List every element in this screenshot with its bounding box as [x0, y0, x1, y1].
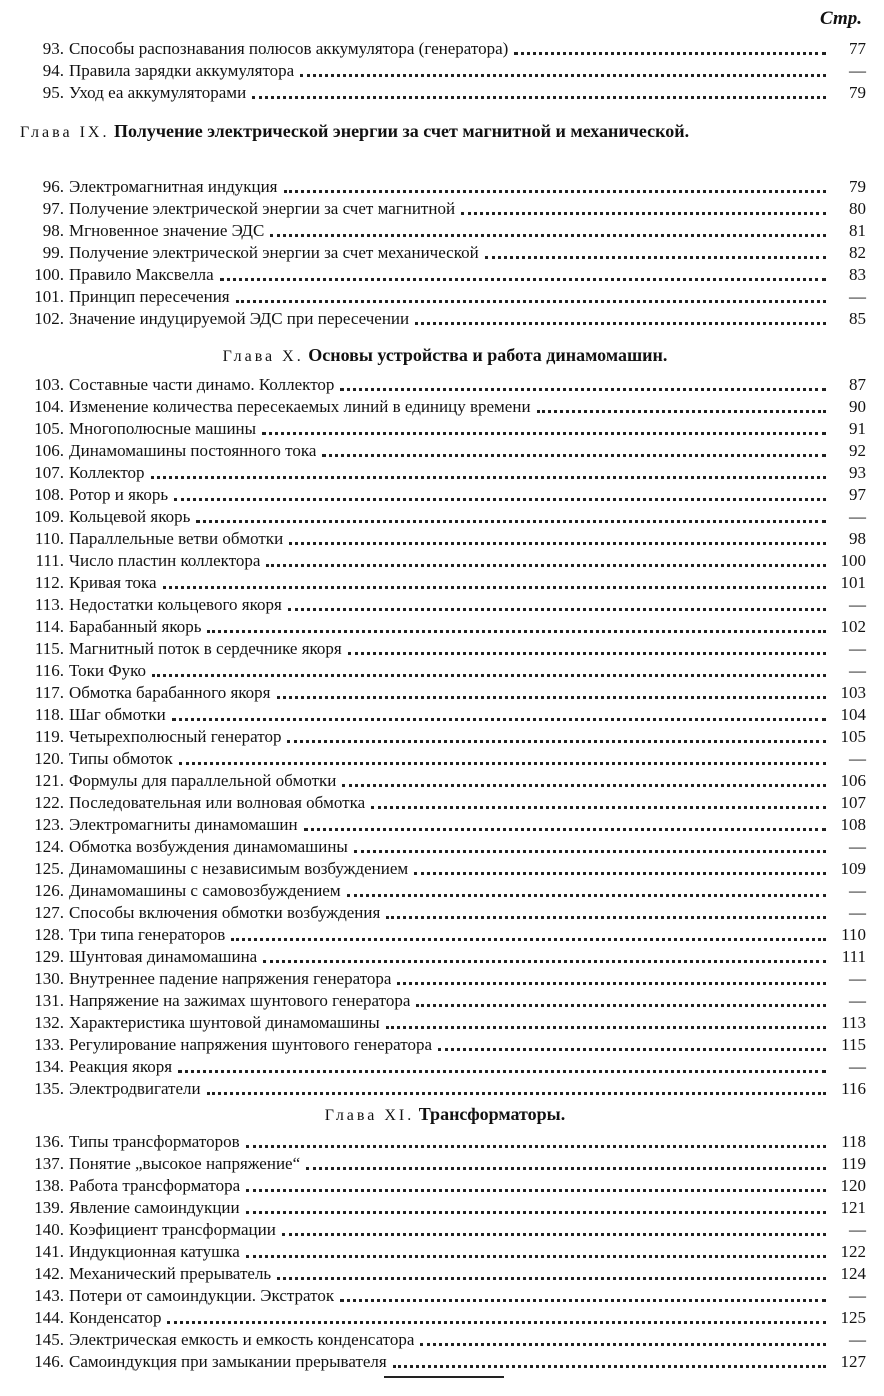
toc-entry [10, 902, 866, 924]
toc-entry [10, 726, 866, 748]
toc-entry [10, 858, 866, 880]
entry-title: Регулирование напряжения шунтового генератора [69, 1035, 432, 1054]
entry-number: 108. [34, 485, 64, 504]
dot-leader [163, 586, 826, 589]
entry-page: 90 [849, 397, 866, 416]
dot-leader [287, 740, 826, 743]
entry-number: 141. [34, 1242, 64, 1261]
toc-entry [10, 572, 866, 594]
entry-title: Самоиндукция при замыкании прерывателя [69, 1352, 387, 1371]
toc-entry [10, 1307, 866, 1329]
entry-title: Коэфициент трансформации [69, 1220, 276, 1239]
dot-leader [306, 1167, 826, 1170]
entry-title: Явление самоиндукции [69, 1198, 240, 1217]
entry-number: 105. [34, 419, 64, 438]
toc-entry [10, 682, 866, 704]
entry-number: 111. [35, 551, 64, 570]
chapter-title: Основы устройства и работа динамомашин. [308, 345, 668, 365]
dot-leader [152, 674, 826, 677]
dot-leader [415, 322, 826, 325]
entry-number: 93. [42, 39, 64, 58]
dot-leader [262, 432, 826, 435]
dot-leader [304, 828, 826, 831]
dot-leader [246, 1255, 826, 1258]
entry-page: 127 [840, 1352, 866, 1371]
entry-title: Барабанный якорь [69, 617, 202, 636]
toc-entry [10, 462, 866, 484]
chapter-title: Трансформаторы. [418, 1104, 566, 1124]
toc-entry [10, 60, 866, 82]
entry-number: 144. [34, 1308, 64, 1327]
entry-title: Характеристика шунтовой динамомашины [69, 1013, 380, 1032]
toc-entry [10, 82, 866, 104]
entry-title: Получение электрической энергии за счет магнитной [69, 199, 456, 218]
dot-leader [289, 542, 826, 545]
entry-page: 125 [840, 1308, 866, 1327]
entry-page: 100 [840, 551, 866, 570]
entry-number: 116. [34, 661, 64, 680]
entry-title: Внутреннее падение напряжения генератора [69, 969, 392, 988]
dot-leader [288, 608, 826, 611]
toc-entry [10, 374, 866, 396]
entry-number: 118. [34, 705, 64, 724]
entry-number: 114. [34, 617, 64, 636]
entry-number: 129. [34, 947, 64, 966]
entry-title: Магнитный поток в сердечнике якоря [69, 639, 342, 658]
toc-entry [10, 1034, 866, 1056]
entry-title: Потери от самоиндукции. Экстраток [69, 1286, 335, 1305]
entry-page: 77 [849, 39, 866, 58]
toc-entry [10, 528, 866, 550]
entry-title: Электрическая емкость и емкость конденсатора [69, 1330, 415, 1349]
entry-page: — [849, 1057, 866, 1076]
toc-entry [10, 594, 866, 616]
dot-leader [270, 234, 826, 237]
entry-title: Кольцевой якорь [69, 507, 191, 526]
entry-title: Ротор и якорь [69, 485, 169, 504]
toc-entry [10, 286, 866, 308]
entry-title: Понятие „высокое напряжение“ [69, 1154, 301, 1173]
dot-leader [371, 806, 826, 809]
entry-number: 102. [34, 309, 64, 328]
entry-number: 97. [42, 199, 64, 218]
entry-title: Уход еа аккумуляторами [69, 83, 247, 102]
entry-number: 130. [34, 969, 64, 988]
entry-page: — [849, 61, 866, 80]
entry-title: Обмотка возбуждения динамомашины [69, 837, 348, 856]
entry-page: 92 [849, 441, 866, 460]
entry-page: 83 [849, 265, 866, 284]
dot-leader [179, 762, 826, 765]
entry-title: Последовательная или волновая обмотка [69, 793, 366, 812]
toc-entry [10, 220, 866, 242]
entry-title: Четырехполюсный генератор [69, 727, 282, 746]
entry-number: 98. [42, 221, 64, 240]
toc-entry [10, 1241, 866, 1263]
entry-title: Типы трансформаторов [69, 1132, 240, 1151]
entry-page: — [849, 1286, 866, 1305]
dot-leader [284, 190, 827, 193]
entry-number: 143. [34, 1286, 64, 1305]
entry-number: 96. [42, 177, 64, 196]
entry-title: Динамомашины с самовозбуждением [69, 881, 341, 900]
entry-page: 79 [849, 177, 866, 196]
chapter-label: Глава XI. [324, 1107, 415, 1124]
entry-title: Электромагнитная индукция [69, 177, 278, 196]
entry-number: 123. [34, 815, 64, 834]
entry-page: — [849, 881, 866, 900]
chapter-label: Глава IX. [20, 124, 110, 141]
dot-leader [207, 630, 826, 633]
dot-leader [393, 1365, 826, 1368]
entry-page: 97 [849, 485, 866, 504]
entry-page: 106 [840, 771, 866, 790]
entry-page: 116 [841, 1079, 866, 1098]
toc-block-chapter-11 [10, 1131, 866, 1373]
entry-title: Мгновенное значение ЭДС [69, 221, 265, 240]
entry-page: — [849, 969, 866, 988]
entry-page: — [849, 639, 866, 658]
dot-leader [461, 212, 826, 215]
dot-leader [174, 498, 826, 501]
entry-title: Электромагниты динамомашин [69, 815, 298, 834]
entry-page: 107 [840, 793, 866, 812]
dot-leader [537, 410, 826, 413]
entry-title: Три типа генераторов [69, 925, 226, 944]
entry-number: 94. [42, 61, 64, 80]
dot-leader [416, 1004, 826, 1007]
end-rule [384, 1376, 504, 1378]
toc-entry [10, 638, 866, 660]
dot-leader [438, 1048, 826, 1051]
entry-title: Динамомашины постоянного тока [69, 441, 317, 460]
dot-leader [282, 1233, 826, 1236]
dot-leader [236, 300, 826, 303]
entry-number: 134. [34, 1057, 64, 1076]
entry-number: 145. [34, 1330, 64, 1349]
entry-number: 127. [34, 903, 64, 922]
entry-page: 115 [841, 1035, 866, 1054]
entry-number: 95. [42, 83, 64, 102]
toc-entry [10, 1351, 866, 1373]
entry-number: 107. [34, 463, 64, 482]
entry-title: Формулы для параллельной обмотки [69, 771, 337, 790]
entry-page: 101 [840, 573, 866, 592]
entry-page: 87 [849, 375, 866, 394]
toc-entry [10, 1078, 866, 1100]
dot-leader [231, 938, 826, 941]
toc-entry [10, 1329, 866, 1351]
entry-number: 135. [34, 1079, 64, 1098]
entry-number: 101. [34, 287, 64, 306]
chapter-heading-x [30, 344, 860, 368]
entry-number: 125. [34, 859, 64, 878]
entry-page: — [849, 661, 866, 680]
toc-entry [10, 968, 866, 990]
toc-entry [10, 660, 866, 682]
entry-title: Коллектор [69, 463, 145, 482]
entry-page: 105 [840, 727, 866, 746]
entry-page: — [849, 1330, 866, 1349]
toc-entry [10, 1153, 866, 1175]
toc-entry [10, 308, 866, 330]
dot-leader [277, 696, 827, 699]
toc-entry [10, 506, 866, 528]
entry-title: Шаг обмотки [69, 705, 166, 724]
toc-entry [10, 484, 866, 506]
dot-leader [386, 916, 826, 919]
entry-page: 81 [849, 221, 866, 240]
chapter-heading-xi [30, 1103, 860, 1127]
toc-block-chapter-9 [10, 176, 866, 330]
toc-entry [10, 198, 866, 220]
entry-title: Способы включения обмотки возбуждения [69, 903, 381, 922]
entry-number: 137. [34, 1154, 64, 1173]
entry-page: 80 [849, 199, 866, 218]
dot-leader [340, 1299, 826, 1302]
dot-leader [167, 1321, 826, 1324]
entry-page: 119 [841, 1154, 866, 1173]
entry-title: Работа трансформатора [69, 1176, 241, 1195]
entry-title: Индукционная катушка [69, 1242, 240, 1261]
dot-leader [266, 564, 826, 567]
toc-entry [10, 264, 866, 286]
entry-title: Правила зарядки аккумулятора [69, 61, 295, 80]
dot-leader [252, 96, 826, 99]
entry-title: Получение электрической энергии за счет механической [69, 243, 479, 262]
entry-page: 122 [840, 1242, 866, 1261]
entry-page: — [849, 991, 866, 1010]
entry-page: 124 [840, 1264, 866, 1283]
toc-entry [10, 1197, 866, 1219]
entry-page: 113 [841, 1013, 866, 1032]
entry-number: 122. [34, 793, 64, 812]
entry-page: 91 [849, 419, 866, 438]
entry-number: 120. [34, 749, 64, 768]
entry-number: 139. [34, 1198, 64, 1217]
dot-leader [277, 1277, 826, 1280]
entry-title: Правило Максвелла [69, 265, 214, 284]
toc-entry [10, 242, 866, 264]
entry-page: 79 [849, 83, 866, 102]
dot-leader [246, 1211, 826, 1214]
toc-entry [10, 1219, 866, 1241]
dot-leader [178, 1070, 826, 1073]
entry-number: 115. [34, 639, 64, 658]
entry-number: 110. [34, 529, 64, 548]
dot-leader [220, 278, 826, 281]
toc-entry [10, 924, 866, 946]
entry-title: Недостатки кольцевого якоря [69, 595, 282, 614]
entry-page: 121 [840, 1198, 866, 1217]
entry-title: Параллельные ветви обмотки [69, 529, 284, 548]
entry-title: Кривая тока [69, 573, 157, 592]
dot-leader [420, 1343, 826, 1346]
entry-number: 140. [34, 1220, 64, 1239]
entry-page: — [849, 903, 866, 922]
toc-entry [10, 1012, 866, 1034]
entry-title: Изменение количества пересекаемых линий в единицу времени [69, 397, 531, 416]
entry-number: 104. [34, 397, 64, 416]
dot-leader [196, 520, 826, 523]
toc-entry [10, 1131, 866, 1153]
entry-title: Реакция якоря [69, 1057, 173, 1076]
entry-page: 85 [849, 309, 866, 328]
chapter-heading-ix [20, 120, 850, 144]
entry-number: 132. [34, 1013, 64, 1032]
toc-entry [10, 880, 866, 902]
entry-number: 119. [34, 727, 64, 746]
entry-title: Механический прерыватель [69, 1264, 272, 1283]
chapter-label: Глава X. [222, 348, 304, 365]
entry-number: 133. [34, 1035, 64, 1054]
dot-leader [514, 52, 826, 55]
toc-entry [10, 946, 866, 968]
toc-entry [10, 418, 866, 440]
entry-page: 111 [841, 947, 866, 966]
toc-block-chapter-10 [10, 374, 866, 1100]
dot-leader [300, 74, 826, 77]
entry-title: Шунтовая динамомашина [69, 947, 258, 966]
entry-number: 103. [34, 375, 64, 394]
entry-page: 104 [840, 705, 866, 724]
entry-title: Многополюсные машины [69, 419, 257, 438]
entry-number: 99. [42, 243, 64, 262]
dot-leader [246, 1189, 826, 1192]
dot-leader [354, 850, 826, 853]
toc-entry [10, 176, 866, 198]
entry-number: 112. [34, 573, 64, 592]
entry-number: 113. [34, 595, 64, 614]
toc-entry [10, 38, 866, 60]
toc-entry [10, 836, 866, 858]
entry-page: — [849, 749, 866, 768]
toc-entry [10, 792, 866, 814]
entry-title: Токи Фуко [69, 661, 147, 680]
entry-number: 109. [34, 507, 64, 526]
entry-page: 110 [841, 925, 866, 944]
dot-leader [342, 784, 826, 787]
entry-title: Принцип пересечения [69, 287, 230, 306]
dot-leader [263, 960, 826, 963]
entry-number: 126. [34, 881, 64, 900]
toc-entry [10, 748, 866, 770]
toc-entry [10, 704, 866, 726]
toc-entry [10, 770, 866, 792]
entry-number: 131. [34, 991, 64, 1010]
dot-leader [340, 388, 826, 391]
page-column-label: Стр. [820, 8, 862, 29]
dot-leader [397, 982, 826, 985]
entry-page: 103 [840, 683, 866, 702]
dot-leader [151, 476, 826, 479]
entry-number: 100. [34, 265, 64, 284]
entry-number: 117. [34, 683, 64, 702]
toc-block-chapter-8-tail [10, 38, 866, 104]
toc-entry [10, 1285, 866, 1307]
toc-entry [10, 1056, 866, 1078]
entry-number: 136. [34, 1132, 64, 1151]
entry-page: — [849, 837, 866, 856]
toc-entry [10, 990, 866, 1012]
entry-title: Типы обмоток [69, 749, 173, 768]
dot-leader [322, 454, 826, 457]
entry-number: 124. [34, 837, 64, 856]
dot-leader [246, 1145, 826, 1148]
entry-title: Число пластин коллектора [69, 551, 261, 570]
toc-entry [10, 616, 866, 638]
entry-page: 118 [841, 1132, 866, 1151]
entry-page: — [849, 1220, 866, 1239]
entry-title: Электродвигатели [69, 1079, 201, 1098]
dot-leader [414, 872, 826, 875]
entry-page: — [849, 287, 866, 306]
dot-leader [386, 1026, 826, 1029]
entry-title: Обмотка барабанного якоря [69, 683, 271, 702]
toc-entry [10, 440, 866, 462]
entry-title: Значение индуцируемой ЭДС при пересечении [69, 309, 410, 328]
entry-page: 98 [849, 529, 866, 548]
dot-leader [172, 718, 826, 721]
entry-number: 138. [34, 1176, 64, 1195]
entry-page: — [849, 507, 866, 526]
toc-entry [10, 550, 866, 572]
entry-page: 82 [849, 243, 866, 262]
entry-page: 109 [840, 859, 866, 878]
toc-entry [10, 396, 866, 418]
entry-page: — [849, 595, 866, 614]
entry-number: 146. [34, 1352, 64, 1371]
entry-number: 121. [34, 771, 64, 790]
entry-number: 106. [34, 441, 64, 460]
entry-title: Способы распознавания полюсов аккумулятора (генератора) [69, 39, 509, 58]
entry-page: 102 [840, 617, 866, 636]
entry-title: Напряжение на зажимах шунтового генератора [69, 991, 411, 1010]
entry-page: 120 [840, 1176, 866, 1195]
entry-title: Динамомашины с независимым возбуждением [69, 859, 409, 878]
entry-page: 108 [840, 815, 866, 834]
dot-leader [347, 894, 826, 897]
toc-entry [10, 814, 866, 836]
entry-page: 93 [849, 463, 866, 482]
entry-title: Составные части динамо. Коллектор [69, 375, 335, 394]
toc-entry [10, 1175, 866, 1197]
toc-entry [10, 1263, 866, 1285]
chapter-title: Получение электрической энергии за счет магнитной и механической. [113, 121, 690, 141]
dot-leader [348, 652, 826, 655]
entry-number: 128. [34, 925, 64, 944]
entry-number: 142. [34, 1264, 64, 1283]
dot-leader [207, 1092, 826, 1095]
entry-title: Конденсатор [69, 1308, 162, 1327]
dot-leader [485, 256, 826, 259]
